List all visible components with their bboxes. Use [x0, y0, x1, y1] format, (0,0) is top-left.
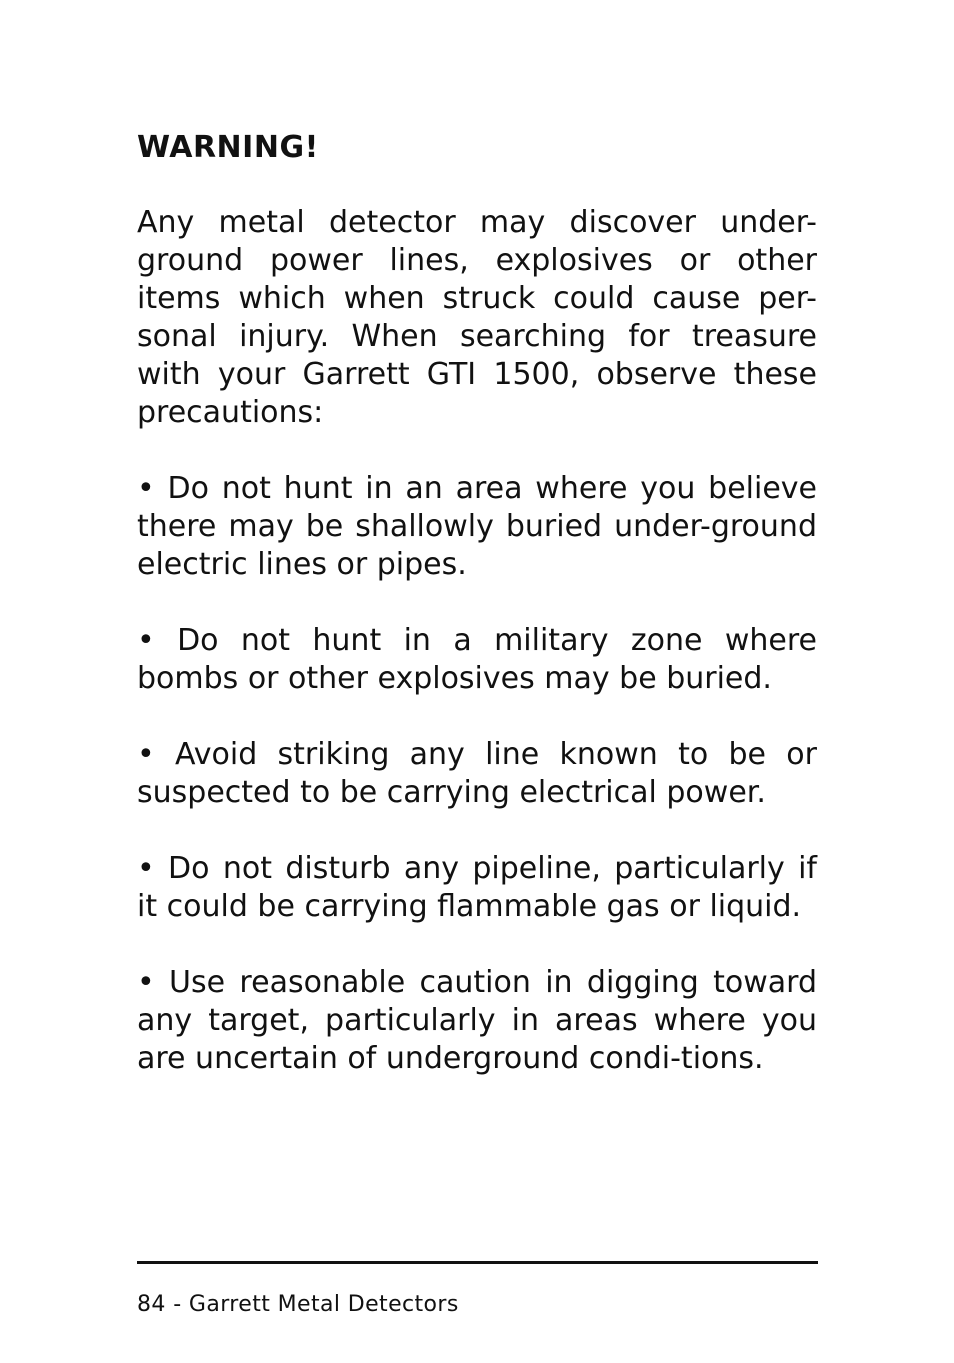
page-content	[137, 128, 817, 1116]
page-number: 84	[137, 1292, 166, 1317]
precaution-item: • Do not hunt in an area where you believe there may be shallowly buried under-ground electric lines or pipes.	[137, 471, 817, 582]
footer-separator: -	[165, 1292, 189, 1317]
footer-divider	[137, 1261, 818, 1264]
intro-paragraph: Any metal detector may discover under-ground power lines, explosives or other items which when struck could cause per-sonal injury. When searching for treasure with your Garrett GTI 1500, observe these precautions:	[137, 205, 817, 430]
publication-title: Garrett Metal Detectors	[188, 1292, 459, 1317]
precaution-item: • Use reasonable caution in digging toward any target, particularly in areas where you are uncertain of underground condi-tions.	[137, 965, 817, 1076]
precaution-item: • Avoid striking any line known to be or suspected to be carrying electrical power.	[137, 737, 817, 810]
precautions-list	[137, 470, 817, 1078]
precaution-item: • Do not disturb any pipeline, particularly if it could be carrying flammable gas or liquid.	[137, 851, 817, 924]
warning-heading: WARNING!	[137, 130, 319, 165]
precaution-item: • Do not hunt in a military zone where bombs or other explosives may be buried.	[137, 623, 817, 696]
page-footer	[137, 1290, 459, 1320]
